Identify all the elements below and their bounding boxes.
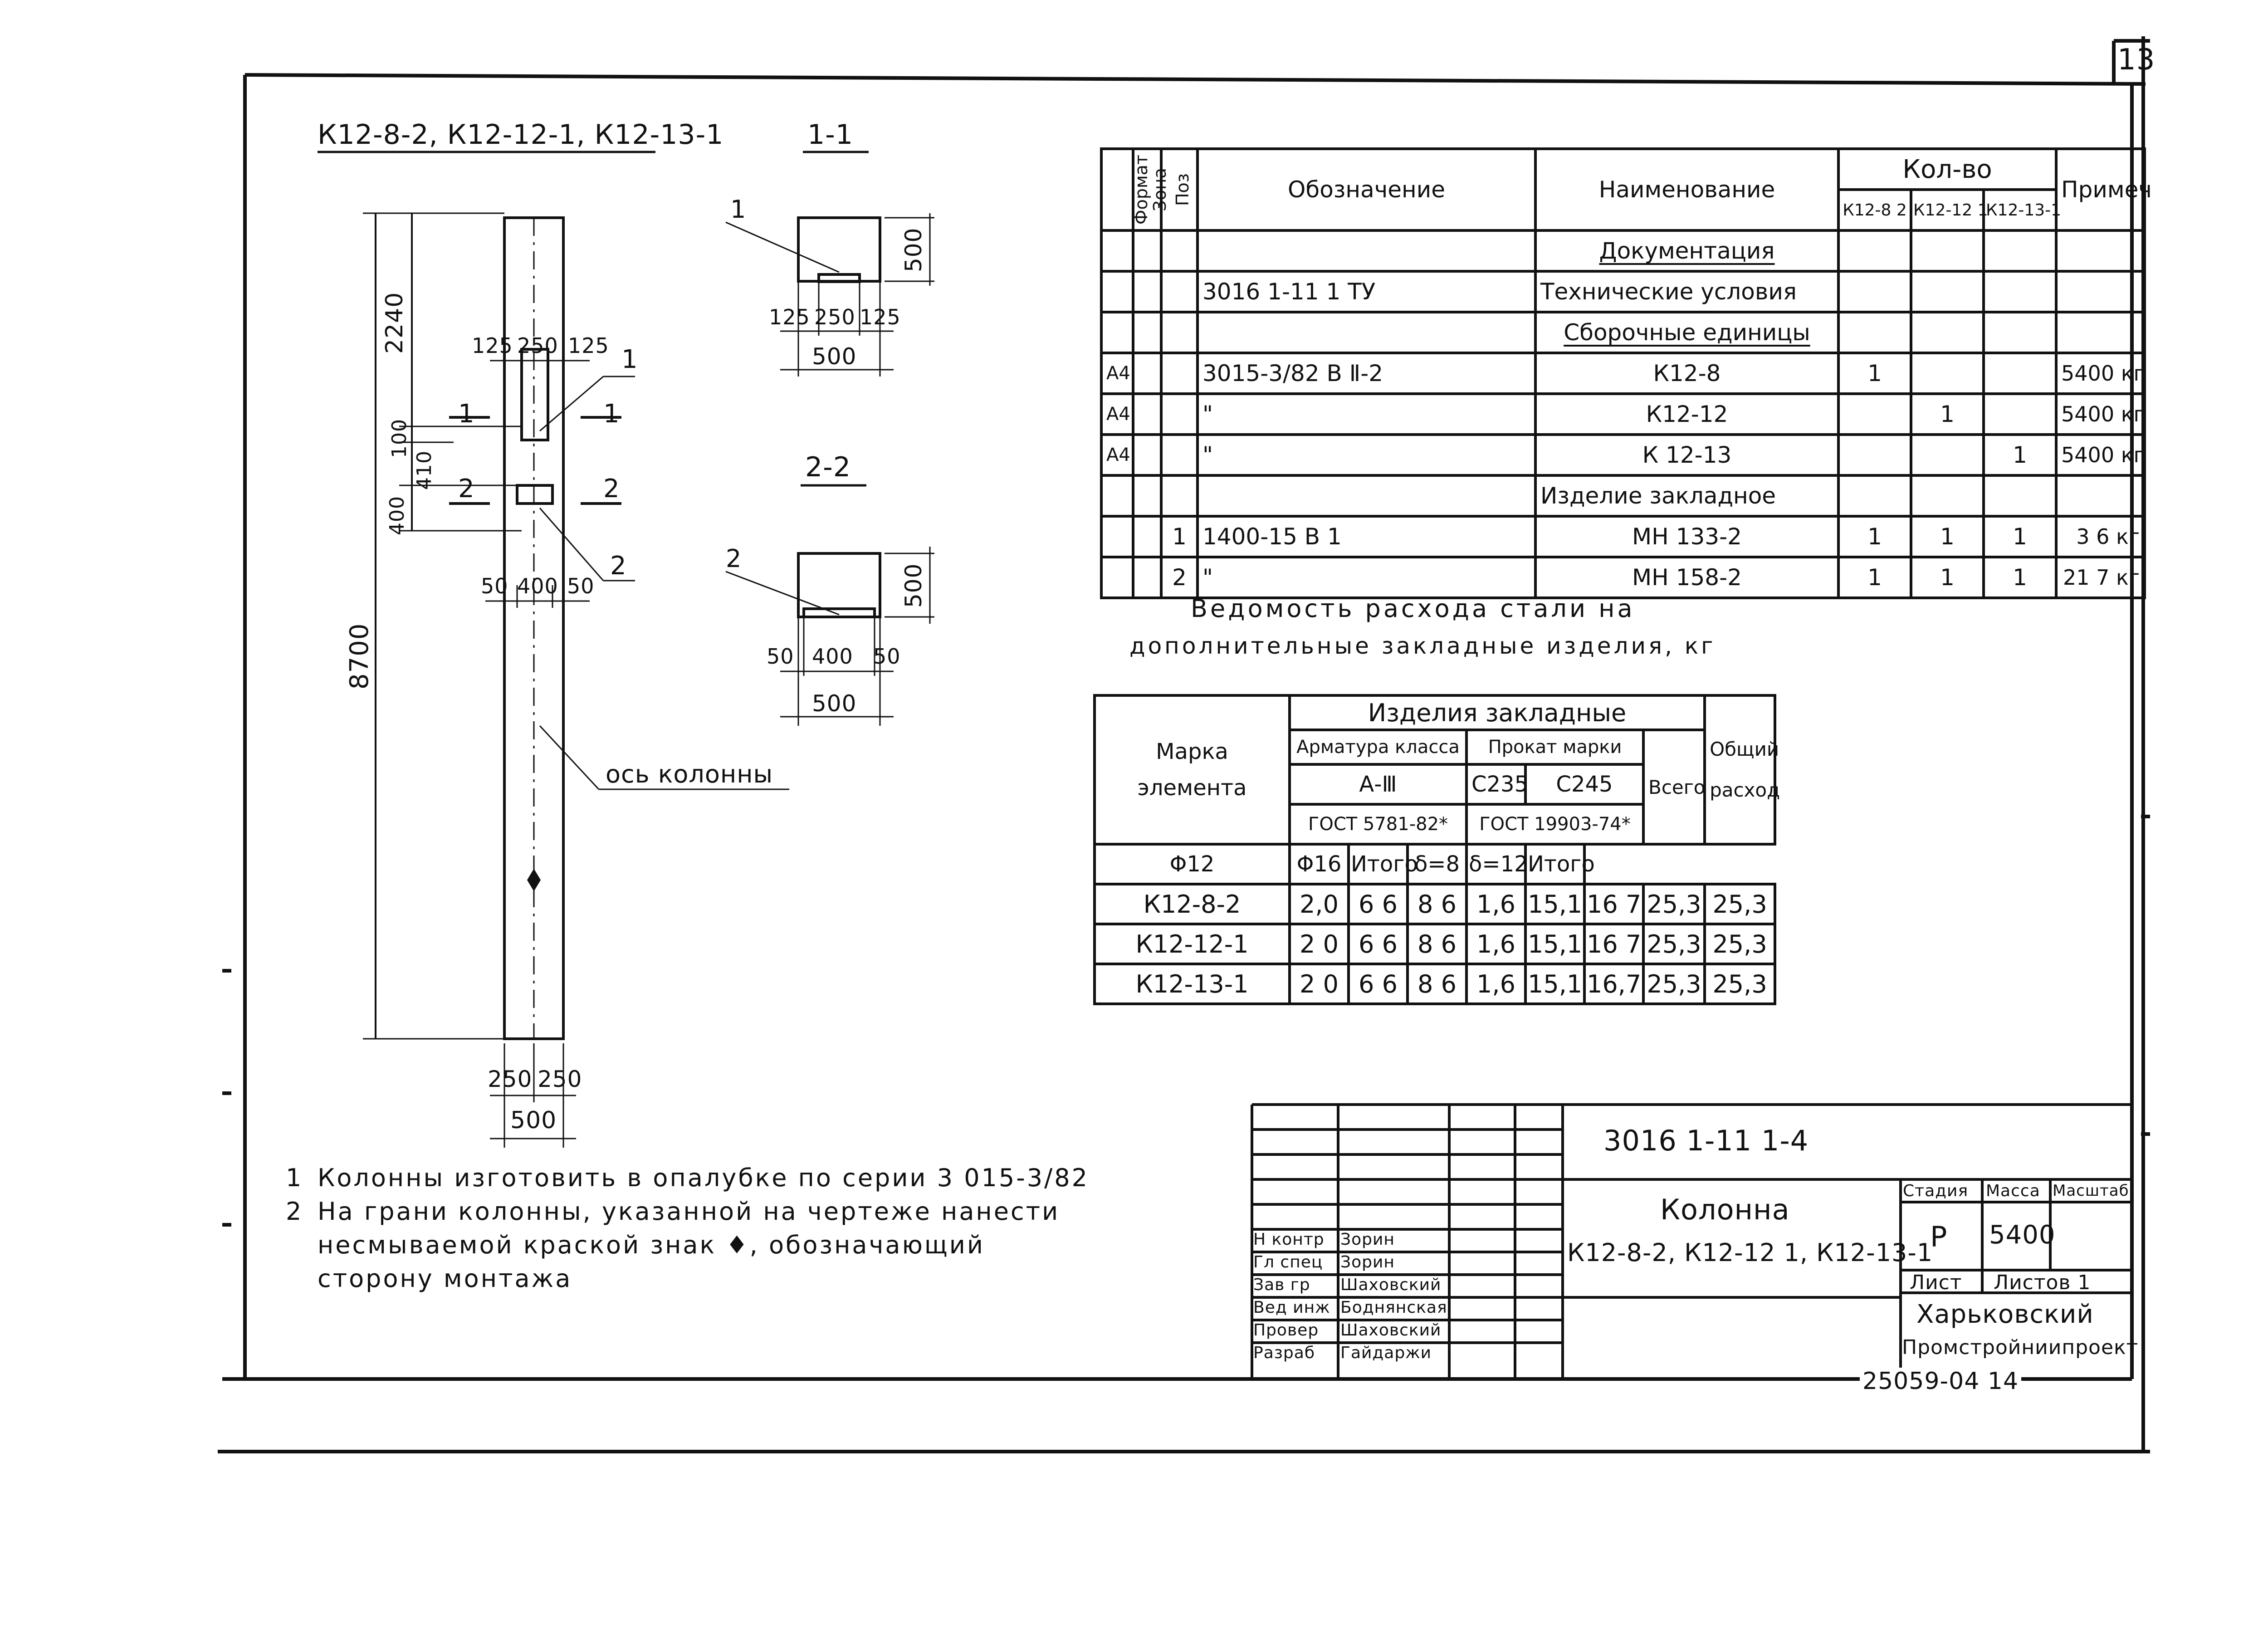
spec-header-qty-c: К12-13-1 — [1984, 190, 2056, 230]
title-block-role: Зав гр — [1253, 1276, 1310, 1294]
spec-cell-note: 5400 кг — [2056, 435, 2145, 475]
spec-cell-zone — [1133, 394, 1161, 435]
title-block-org-2: Промстройниипроект — [1902, 1336, 2139, 1359]
spec-cell-name: Сборочные единицы — [1535, 312, 1838, 353]
steel-cell-value: 25,3 — [1705, 964, 1775, 1004]
steel-cell-mark: К12-13-1 — [1095, 964, 1290, 1004]
section-2-dim-b: 400 — [812, 644, 853, 669]
note-line — [286, 1161, 1089, 1195]
spec-cell-format — [1101, 312, 1133, 353]
spec-cell-qty-b — [1911, 353, 1984, 394]
title-block-mass-label: Масса — [1986, 1182, 2040, 1200]
spec-row — [1101, 230, 2145, 271]
spec-cell-qty-b: 1 — [1911, 557, 1984, 598]
spec-body — [1101, 230, 2145, 598]
note-line — [286, 1228, 1089, 1262]
spec-cell-name: МН 133-2 — [1535, 516, 1838, 557]
spec-cell-format — [1101, 271, 1133, 312]
spec-cell-designation — [1198, 230, 1535, 271]
steel-header-total: Всего — [1643, 730, 1705, 844]
spec-cell-pos — [1161, 312, 1198, 353]
dim-top-length: 2240 — [381, 292, 408, 354]
elevation-title: К12-8-2, К12-12-1, К12-13-1 — [318, 119, 724, 151]
spec-cell-pos — [1161, 271, 1198, 312]
spec-row — [1101, 557, 2145, 598]
spec-cell-qty-b — [1911, 435, 1984, 475]
dim-bottom-250-left: 250 — [488, 1066, 533, 1092]
steel-table-title-1: Ведомость расхода стали на — [1191, 594, 1635, 623]
steel-cell-value: 16,7 — [1584, 964, 1643, 1004]
section-1-dim-a: 125 — [769, 305, 810, 329]
section-1-dim-c: 125 — [860, 305, 901, 329]
spec-cell-designation: 3016 1-11 1 ТУ — [1198, 271, 1535, 312]
spec-cell-format: А4 — [1101, 394, 1133, 435]
spec-cell-qty-c — [1984, 353, 2056, 394]
steel-subheader-cell: δ=8 — [1408, 844, 1466, 884]
spec-cell-pos — [1161, 230, 1198, 271]
title-block-person-name: Гайдаржи — [1340, 1344, 1432, 1362]
title-block-person-name: Зорин — [1340, 1253, 1395, 1271]
title-block-name-2: К12-8-2, К12-12 1, К12-13-1 — [1567, 1238, 1933, 1267]
spec-cell-qty-c: 1 — [1984, 516, 2056, 557]
spec-cell-format — [1101, 475, 1133, 516]
steel-header-rolled: Прокат марки — [1466, 730, 1643, 764]
title-block-stage: Р — [1930, 1220, 1948, 1253]
dim-410: 410 — [413, 450, 436, 490]
spec-cell-qty-c — [1984, 230, 2056, 271]
spec-cell-qty-c — [1984, 312, 2056, 353]
spec-cell-qty-c — [1984, 271, 2056, 312]
spec-cell-zone — [1133, 312, 1161, 353]
title-block-scale-label: Масштаб — [2053, 1182, 2129, 1200]
section-2-callout: 2 — [726, 544, 742, 573]
steel-row — [1095, 924, 1775, 964]
spec-header-qty-b: К12-12 1 — [1911, 190, 1984, 230]
dim-400-width: 400 — [517, 574, 558, 598]
spec-cell-format: А4 — [1101, 353, 1133, 394]
steel-cell-mark: К12-8-2 — [1095, 884, 1290, 924]
steel-header-c245: С245 — [1525, 764, 1643, 804]
spec-cell-qty-b: 1 — [1911, 394, 1984, 435]
title-block-person-name: Шаховский — [1340, 1276, 1442, 1294]
spec-row — [1101, 394, 2145, 435]
spec-row — [1101, 312, 2145, 353]
steel-cell-value: 15,1 — [1525, 964, 1584, 1004]
steel-header-mark: Марка элемента — [1095, 695, 1290, 844]
spec-header-qty-a: К12-8 2 — [1838, 190, 1911, 230]
dim-total-length: 8700 — [345, 623, 374, 689]
steel-cell-value: 6 6 — [1349, 924, 1408, 964]
steel-cell-value: 25,3 — [1643, 884, 1705, 924]
dim-100: 100 — [388, 419, 411, 458]
note-line — [286, 1262, 1089, 1296]
spec-cell-qty-b — [1911, 475, 1984, 516]
column-axis-label: ось колонны — [606, 760, 773, 788]
spec-cell-format — [1101, 557, 1133, 598]
note-number — [286, 1262, 318, 1296]
steel-cell-value: 16 7 — [1584, 884, 1643, 924]
steel-consumption-table — [1093, 694, 1780, 1005]
dim-125-right: 125 — [568, 333, 609, 358]
spec-cell-qty-a — [1838, 230, 1911, 271]
steel-header-row-1 — [1095, 695, 1775, 730]
title-block-org-1: Харьковский — [1916, 1300, 2094, 1329]
steel-cell-value: 15,1 — [1525, 884, 1584, 924]
section-2-dim-a: 50 — [767, 644, 794, 669]
dim-bottom-500: 500 — [510, 1107, 557, 1134]
title-block-role: Вед инж — [1253, 1298, 1330, 1317]
spec-cell-note — [2056, 230, 2145, 271]
title-block-doc-code: 3016 1-11 1-4 — [1603, 1124, 1809, 1157]
section-2-2-title: 2-2 — [805, 451, 851, 483]
steel-subheader-row — [1095, 844, 1775, 884]
spec-header-name: Наименование — [1535, 149, 1838, 230]
cut-1-left: 1 — [458, 399, 475, 429]
dim-125-left: 125 — [472, 333, 513, 358]
title-block-role: Гл спец — [1253, 1253, 1323, 1271]
spec-cell-name: Технические условия — [1535, 271, 1838, 312]
steel-cell-value: 1,6 — [1466, 924, 1525, 964]
cut-2-left: 2 — [458, 474, 475, 504]
steel-subheader-cell: δ=12 — [1466, 844, 1525, 884]
spec-cell-qty-c — [1984, 394, 2056, 435]
steel-body — [1095, 884, 1775, 1004]
steel-cell-value: 8 6 — [1408, 884, 1466, 924]
spec-cell-qty-a — [1838, 271, 1911, 312]
spec-cell-format — [1101, 230, 1133, 271]
steel-header-rebar: Арматура класса — [1290, 730, 1466, 764]
steel-subheader-cell: Итого — [1525, 844, 1584, 884]
steel-cell-value: 2,0 — [1290, 884, 1349, 924]
steel-header-c235: С235 — [1466, 764, 1525, 804]
section-1-1-title: 1-1 — [807, 119, 853, 151]
spec-cell-qty-c — [1984, 475, 2056, 516]
spec-cell-pos — [1161, 475, 1198, 516]
spec-header-row-1 — [1101, 149, 2145, 190]
spec-cell-note: 5400 кг — [2056, 394, 2145, 435]
spec-cell-zone — [1133, 271, 1161, 312]
steel-cell-value: 6 6 — [1349, 884, 1408, 924]
spec-cell-qty-a: 1 — [1838, 353, 1911, 394]
spec-cell-note — [2056, 271, 2145, 312]
spec-cell-pos — [1161, 435, 1198, 475]
steel-header-rolled-gost: ГОСТ 19903-74* — [1466, 804, 1643, 844]
section-1-dim-width: 500 — [812, 343, 857, 370]
title-block-stage-label: Стадия — [1903, 1182, 1969, 1200]
steel-cell-value: 6 6 — [1349, 964, 1408, 1004]
notes-list — [286, 1161, 1089, 1296]
spec-row — [1101, 435, 2145, 475]
page-number: 13 — [2117, 43, 2156, 77]
section-2-dim-height: 500 — [900, 563, 927, 608]
steel-cell-value: 16 7 — [1584, 924, 1643, 964]
steel-header-overall: Общий расход — [1705, 695, 1775, 844]
steel-row — [1095, 964, 1775, 1004]
steel-cell-value: 25,3 — [1643, 924, 1705, 964]
note-text: На грани колонны, указанной на чертеже нанести — [318, 1197, 1060, 1226]
spec-cell-designation: " — [1198, 557, 1535, 598]
note-text: сторону монтажа — [318, 1264, 572, 1293]
section-1-dim-height: 500 — [900, 227, 927, 272]
steel-cell-value: 25,3 — [1705, 884, 1775, 924]
steel-cell-value: 15,1 — [1525, 924, 1584, 964]
spec-cell-qty-a: 1 — [1838, 557, 1911, 598]
title-block-person-name: Боднянская — [1340, 1298, 1447, 1317]
spec-cell-qty-a: 1 — [1838, 516, 1911, 557]
spec-header-designation: Обозначение — [1198, 149, 1535, 230]
title-block-role: Провер — [1253, 1321, 1319, 1340]
spec-cell-qty-a — [1838, 312, 1911, 353]
title-block-role: Разраб — [1253, 1344, 1315, 1362]
spec-cell-qty-b: 1 — [1911, 516, 1984, 557]
spec-cell-name: К 12-13 — [1535, 435, 1838, 475]
dim-50-right: 50 — [567, 574, 595, 598]
spec-cell-note: 3 6 кг — [2056, 516, 2145, 557]
steel-cell-value: 25,3 — [1643, 964, 1705, 1004]
spec-cell-pos — [1161, 353, 1198, 394]
steel-cell-value: 2 0 — [1290, 964, 1349, 1004]
note-number: 1 — [286, 1164, 302, 1192]
steel-cell-value: 1,6 — [1466, 884, 1525, 924]
steel-cell-value: 8 6 — [1408, 964, 1466, 1004]
spec-header-zone: Зона — [1133, 149, 1161, 230]
cut-2-right: 2 — [603, 474, 620, 504]
spec-header-qty: Кол-во — [1838, 149, 2056, 190]
section-1-callout: 1 — [730, 195, 747, 224]
spec-cell-qty-b — [1911, 271, 1984, 312]
spec-cell-designation — [1198, 475, 1535, 516]
spec-cell-note — [2056, 312, 2145, 353]
steel-cell-mark: К12-12-1 — [1095, 924, 1290, 964]
title-block-role: Н контр — [1253, 1230, 1325, 1249]
spec-cell-format — [1101, 516, 1133, 557]
spec-cell-qty-a — [1838, 394, 1911, 435]
title-block-person-name: Шаховский — [1340, 1321, 1442, 1340]
spec-cell-zone — [1133, 230, 1161, 271]
steel-cell-value: 1,6 — [1466, 964, 1525, 1004]
note-number — [286, 1228, 318, 1262]
spec-row — [1101, 475, 2145, 516]
spec-cell-designation — [1198, 312, 1535, 353]
spec-cell-name: К12-8 — [1535, 353, 1838, 394]
callout-1: 1 — [621, 345, 638, 374]
spec-cell-zone — [1133, 516, 1161, 557]
dim-400: 400 — [386, 496, 409, 535]
spec-header-note: Примеч — [2056, 149, 2145, 230]
spec-cell-zone — [1133, 353, 1161, 394]
note-line — [286, 1195, 1089, 1228]
title-block-mass: 5400 — [1989, 1220, 2056, 1250]
cut-1-right: 1 — [603, 399, 620, 429]
section-1-dim-b: 250 — [814, 305, 855, 329]
spec-cell-name: Изделие закладное — [1535, 475, 1838, 516]
steel-header-items: Изделия закладные — [1290, 695, 1705, 730]
note-text: Колонны изготовить в опалубке по серии 3 015-3/82 — [318, 1164, 1090, 1192]
spec-cell-qty-a — [1838, 435, 1911, 475]
section-2-dim-c: 50 — [873, 644, 901, 669]
spec-cell-qty-c: 1 — [1984, 557, 2056, 598]
spec-cell-qty-a — [1838, 475, 1911, 516]
callout-2: 2 — [610, 551, 627, 581]
spec-cell-qty-c: 1 — [1984, 435, 2056, 475]
steel-row — [1095, 884, 1775, 924]
spec-cell-pos: 2 — [1161, 557, 1198, 598]
spec-cell-name: МН 158-2 — [1535, 557, 1838, 598]
spec-cell-designation: " — [1198, 394, 1535, 435]
steel-header-rebar-class: А-Ⅲ — [1290, 764, 1466, 804]
dim-50-left: 50 — [481, 574, 508, 598]
spec-cell-zone — [1133, 557, 1161, 598]
bottom-code: 25059-04 14 — [1860, 1368, 2021, 1395]
spec-cell-designation: 3015-3/82 В Ⅱ-2 — [1198, 353, 1535, 394]
spec-cell-qty-b — [1911, 312, 1984, 353]
steel-header-rebar-gost: ГОСТ 5781-82* — [1290, 804, 1466, 844]
steel-subheader-cell: Φ16 — [1290, 844, 1349, 884]
spec-header-pos: Поз — [1161, 149, 1198, 230]
dim-250: 250 — [517, 333, 558, 358]
spec-cell-format: А4 — [1101, 435, 1133, 475]
specification-table — [1100, 147, 2152, 599]
steel-cell-value: 25,3 — [1705, 924, 1775, 964]
title-block-sheet-label: Лист — [1910, 1271, 1962, 1294]
steel-subheader-cell: Φ12 — [1095, 844, 1290, 884]
spec-row — [1101, 516, 2145, 557]
steel-table-title-2: дополнительные закладные изделия, кг — [1129, 633, 1716, 659]
steel-cell-value: 8 6 — [1408, 924, 1466, 964]
notes-block — [286, 1161, 1089, 1296]
steel-cell-value: 2 0 — [1290, 924, 1349, 964]
spec-cell-name: Документация — [1535, 230, 1838, 271]
dim-bottom-250-right: 250 — [538, 1066, 582, 1092]
spec-cell-note: 5400 кг — [2056, 353, 2145, 394]
spec-cell-note: 21 7 кг — [2056, 557, 2145, 598]
spec-header-format: Формат — [1101, 149, 1133, 230]
section-2-dim-width: 500 — [812, 690, 857, 717]
title-block-sheets-label: Листов 1 — [1994, 1271, 2091, 1294]
spec-cell-qty-b — [1911, 230, 1984, 271]
spec-row — [1101, 353, 2145, 394]
title-block-name-1: Колонна — [1660, 1193, 1790, 1226]
spec-cell-zone — [1133, 435, 1161, 475]
note-text: несмываемой краской знак ♦, обозначающий — [318, 1231, 985, 1259]
spec-cell-designation: 1400-15 В 1 — [1198, 516, 1535, 557]
title-block-person-name: Зорин — [1340, 1230, 1395, 1249]
spec-cell-zone — [1133, 475, 1161, 516]
spec-cell-note — [2056, 475, 2145, 516]
spec-cell-designation: " — [1198, 435, 1535, 475]
spec-cell-pos — [1161, 394, 1198, 435]
spec-cell-pos: 1 — [1161, 516, 1198, 557]
steel-subheader-cell: Итого — [1349, 844, 1408, 884]
spec-row — [1101, 271, 2145, 312]
note-number: 2 — [286, 1197, 302, 1226]
spec-cell-name: К12-12 — [1535, 394, 1838, 435]
